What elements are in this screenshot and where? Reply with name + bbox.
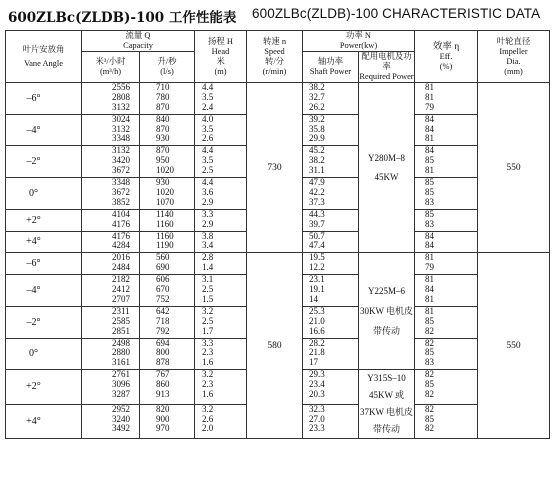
- vane-angle-value: +2°: [26, 214, 41, 226]
- head-value: 3.5: [202, 156, 214, 166]
- efficiency-cell: [415, 114, 478, 146]
- capacity-ls-value: 870: [156, 146, 170, 156]
- efficiency-value: 81: [425, 306, 434, 316]
- efficiency-value: 84: [425, 241, 434, 251]
- motor-label: Y280M–8: [367, 152, 405, 163]
- vane-angle-cell: [6, 146, 82, 178]
- head-cell: [195, 178, 247, 210]
- capacity-ls-value: 860: [156, 380, 170, 390]
- capacity-ls-value: 792: [156, 326, 170, 336]
- head-value: 1.6: [202, 389, 214, 399]
- efficiency-cell: [415, 370, 478, 405]
- shaft-power-value: 45.2: [309, 146, 325, 156]
- head-cell: [195, 275, 247, 307]
- head-value: 3.5: [202, 124, 214, 134]
- shaft-power-cell: [303, 146, 359, 178]
- head-cell: [195, 370, 247, 405]
- efficiency-value: 79: [425, 263, 434, 273]
- capacity-ls-value: 950: [156, 156, 170, 166]
- head-value: 2.6: [202, 134, 214, 144]
- capacity-m3h-value: 3287: [112, 389, 130, 399]
- capacity-m3h-cell: [82, 146, 140, 178]
- shaft-power-value: 21.8: [309, 348, 325, 358]
- efficiency-value: 85: [425, 380, 434, 390]
- motor-label: 37KW 电机皮: [359, 407, 414, 418]
- head-value: 3.2: [202, 306, 214, 316]
- required-power-header: 配用电机及功率 Required Power: [359, 52, 414, 81]
- capacity-ls-value: 1070: [156, 197, 174, 207]
- motor-label: Y315S–10: [367, 373, 406, 384]
- head-value: 3.3: [202, 209, 214, 219]
- head-cell: [195, 404, 247, 439]
- capacity-ls-value: 1020: [156, 187, 174, 197]
- capacity-m3h-header: 米³/小时 (m³/h): [82, 52, 140, 83]
- shaft-power-cell: [303, 306, 359, 338]
- efficiency-value: 82: [425, 424, 434, 434]
- shaft-power-cell: [303, 370, 359, 405]
- motor-label: Y225M–6: [367, 286, 405, 297]
- table-body: [6, 83, 550, 439]
- motor-label: 45KW 或: [368, 390, 405, 401]
- head-value: 3.4: [202, 241, 214, 251]
- efficiency-cell: [415, 146, 478, 178]
- vane-angle-cell: [6, 338, 82, 370]
- characteristic-table: [5, 30, 550, 439]
- capacity-m3h-value: 3161: [112, 358, 130, 368]
- capacity-m3h-value: 2585: [112, 316, 130, 326]
- shaft-power-cell: [303, 338, 359, 370]
- capacity-m3h-value: 3672: [112, 166, 130, 176]
- capacity-ls-value: 878: [156, 358, 170, 368]
- capacity-m3h-cell: [82, 114, 140, 146]
- capacity-ls-value: 780: [156, 92, 170, 102]
- head-value: 2.3: [202, 348, 214, 358]
- head-value: 1.7: [202, 326, 214, 336]
- capacity-m3h-cell: [82, 404, 140, 439]
- capacity-ls-header: 升/秒 (l/s): [140, 52, 195, 83]
- capacity-m3h-value: 2016: [112, 253, 130, 263]
- head-value: 2.8: [202, 253, 214, 263]
- capacity-m3h-value: 2182: [112, 275, 130, 285]
- vane-angle-cell: [6, 404, 82, 439]
- efficiency-value: 79: [425, 102, 434, 112]
- capacity-m3h-cell: [82, 178, 140, 210]
- efficiency-value: 83: [425, 197, 434, 207]
- vane-angle-value: 0°: [29, 348, 38, 360]
- head-value: 1.5: [202, 294, 214, 304]
- efficiency-value: 84: [425, 146, 434, 156]
- motor-label: 带传动: [372, 424, 400, 435]
- vane-angle-value: –4°: [26, 124, 41, 136]
- efficiency-value: 85: [425, 156, 434, 166]
- capacity-m3h-cell: [82, 370, 140, 405]
- capacity-ls-value: 690: [156, 263, 170, 273]
- head-value: 2.5: [202, 285, 214, 295]
- head-value: 1.4: [202, 263, 214, 273]
- efficiency-value: 81: [425, 83, 434, 92]
- capacity-ls-value: 670: [156, 285, 170, 295]
- vane-angle-value: –2°: [26, 156, 41, 168]
- efficiency-value: 85: [425, 414, 434, 424]
- shaft-power-value: 21.0: [309, 316, 325, 326]
- vane-angle-value: +2°: [26, 381, 41, 393]
- impeller-diameter-header: 叶轮直径 Impeller Dia. (mm): [478, 31, 550, 83]
- shaft-power-cell: [303, 209, 359, 231]
- capacity-ls-cell: [140, 83, 195, 115]
- capacity-m3h-value: 2851: [112, 326, 130, 336]
- shaft-power-cell: [303, 83, 359, 115]
- efficiency-value: 82: [425, 338, 434, 348]
- head-value: 3.2: [202, 370, 214, 380]
- head-value: 2.6: [202, 414, 214, 424]
- head-cell: [195, 83, 247, 115]
- impeller-diameter-cell: 550: [478, 83, 550, 253]
- shaft-power-value: 38.2: [309, 156, 325, 166]
- head-value: 4.0: [202, 114, 214, 124]
- vane-angle-cell: [6, 178, 82, 210]
- head-value: 2.5: [202, 316, 214, 326]
- head-value: 2.4: [202, 102, 214, 112]
- shaft-power-value: 39.2: [309, 114, 325, 124]
- shaft-power-cell: [303, 114, 359, 146]
- capacity-ls-value: 930: [156, 134, 170, 144]
- capacity-m3h-value: 3096: [112, 380, 130, 390]
- efficiency-cell: [415, 178, 478, 210]
- capacity-ls-value: 1160: [156, 219, 174, 229]
- capacity-ls-cell: [140, 275, 195, 307]
- head-value: 2.9: [202, 197, 214, 207]
- capacity-m3h-value: 3024: [112, 114, 130, 124]
- efficiency-value: 81: [425, 166, 434, 176]
- head-cell: [195, 338, 247, 370]
- capacity-ls-cell: [140, 231, 195, 253]
- vane-angle-value: –2°: [26, 316, 41, 328]
- shaft-power-value: 25.3: [309, 306, 325, 316]
- motor-label: 带传动: [372, 326, 400, 337]
- efficiency-value: 81: [425, 134, 434, 144]
- capacity-ls-value: 840: [156, 114, 170, 124]
- head-value: 2.5: [202, 166, 214, 176]
- title-bar: [0, 0, 554, 28]
- vane-angle-cell: [6, 83, 82, 115]
- head-value: 3.3: [202, 338, 214, 348]
- capacity-ls-value: 560: [156, 253, 170, 263]
- shaft-power-value: 37.3: [309, 197, 325, 207]
- efficiency-value: 84: [425, 231, 434, 241]
- efficiency-value: 85: [425, 316, 434, 326]
- capacity-ls-cell: [140, 178, 195, 210]
- capacity-ls-value: 1190: [156, 241, 174, 251]
- shaft-power-cell: [303, 231, 359, 253]
- capacity-m3h-cell: [82, 253, 140, 275]
- shaft-power-cell: [303, 253, 359, 275]
- capacity-m3h-cell: [82, 306, 140, 338]
- capacity-ls-value: 718: [156, 316, 170, 326]
- vane-angle-cell: [6, 231, 82, 253]
- efficiency-value: 81: [425, 92, 434, 102]
- capacity-m3h-value: 3852: [112, 197, 130, 207]
- efficiency-cell: [415, 275, 478, 307]
- table-row: [6, 83, 550, 115]
- shaft-power-value: 39.7: [309, 219, 325, 229]
- capacity-m3h-value: 2952: [112, 404, 130, 414]
- capacity-ls-value: 930: [156, 178, 170, 188]
- shaft-power-value: 47.9: [309, 178, 325, 188]
- head-value: 3.8: [202, 231, 214, 241]
- capacity-m3h-cell: [82, 231, 140, 253]
- shaft-power-value: 12.2: [309, 263, 325, 273]
- capacity-m3h-value: 2484: [112, 263, 130, 273]
- capacity-ls-value: 642: [156, 306, 170, 316]
- speed-header: 转速 n Speed 转/分 (r/min): [247, 31, 303, 83]
- shaft-power-cell: [303, 275, 359, 307]
- shaft-power-value: 29.9: [309, 134, 325, 144]
- capacity-m3h-cell: [82, 275, 140, 307]
- vane-angle-cell: [6, 253, 82, 275]
- capacity-ls-cell: [140, 404, 195, 439]
- efficiency-value: 85: [425, 209, 434, 219]
- vane-angle-header: 叶片安放角 Vane Angle: [6, 31, 82, 83]
- head-cell: [195, 306, 247, 338]
- capacity-ls-value: 870: [156, 124, 170, 134]
- shaft-power-value: 32.7: [309, 92, 325, 102]
- capacity-header: 流量 Q Capacity: [82, 31, 195, 52]
- shaft-power-value: 17: [309, 358, 318, 368]
- table-header: [6, 31, 550, 83]
- capacity-ls-cell: [140, 209, 195, 231]
- capacity-ls-value: 900: [156, 414, 170, 424]
- vane-angle-cell: [6, 275, 82, 307]
- efficiency-cell: [415, 306, 478, 338]
- capacity-m3h-value: 3132: [112, 102, 130, 112]
- capacity-m3h-cell: [82, 338, 140, 370]
- efficiency-value: 82: [425, 389, 434, 399]
- vane-angle-value: –4°: [26, 284, 41, 296]
- head-value: 2.9: [202, 219, 214, 229]
- vane-angle-value: –6°: [26, 92, 41, 104]
- head-value: 4.4: [202, 146, 214, 156]
- shaft-power-value: 32.3: [309, 404, 325, 414]
- capacity-ls-cell: [140, 146, 195, 178]
- shaft-power-value: 20.3: [309, 389, 325, 399]
- efficiency-cell: [415, 83, 478, 115]
- shaft-power-value: 16.6: [309, 326, 325, 336]
- efficiency-value: 81: [425, 294, 434, 304]
- efficiency-cell: [415, 404, 478, 439]
- shaft-power-value: 38.2: [309, 83, 325, 92]
- required-power-cell: [359, 253, 415, 370]
- capacity-ls-cell: [140, 253, 195, 275]
- capacity-ls-value: 820: [156, 404, 170, 414]
- table-row: [6, 253, 550, 275]
- shaft-power-value: 29.3: [309, 370, 325, 380]
- capacity-ls-cell: [140, 338, 195, 370]
- vane-angle-cell: [6, 209, 82, 231]
- efficiency-value: 85: [425, 178, 434, 188]
- required-power-cell: [359, 83, 415, 253]
- speed-cell: 730: [247, 83, 303, 253]
- head-value: 4.4: [202, 178, 214, 188]
- head-value: 3.2: [202, 404, 214, 414]
- efficiency-value: 81: [425, 253, 434, 263]
- shaft-power-cell: [303, 404, 359, 439]
- capacity-ls-value: 1140: [156, 209, 174, 219]
- shaft-power-value: 47.4: [309, 241, 325, 251]
- capacity-ls-value: 870: [156, 102, 170, 112]
- capacity-m3h-value: 3348: [112, 178, 130, 188]
- capacity-m3h-value: 2311: [112, 306, 130, 316]
- efficiency-value: 85: [425, 187, 434, 197]
- capacity-m3h-value: 4176: [112, 231, 130, 241]
- head-value: 3.5: [202, 92, 214, 102]
- capacity-ls-value: 913: [156, 389, 170, 399]
- motor-label: 45KW: [374, 171, 399, 182]
- capacity-ls-value: 694: [156, 338, 170, 348]
- capacity-m3h-value: 4176: [112, 219, 130, 229]
- shaft-power-value: 19.5: [309, 253, 325, 263]
- shaft-power-value: 44.3: [309, 209, 325, 219]
- capacity-m3h-value: 2880: [112, 348, 130, 358]
- title-chinese: 600ZLBc(ZLDB)-100 工作性能表: [8, 10, 237, 26]
- head-value: 2.0: [202, 424, 214, 434]
- capacity-m3h-value: 2808: [112, 92, 130, 102]
- vane-angle-value: +4°: [26, 236, 41, 248]
- efficiency-value: 81: [425, 275, 434, 285]
- shaft-power-header: 轴功率 Shaft Power: [303, 52, 359, 83]
- capacity-ls-cell: [140, 306, 195, 338]
- head-cell: [195, 146, 247, 178]
- head-header: 扬程 H Head 米 (m): [195, 31, 247, 83]
- efficiency-value: 84: [425, 114, 434, 124]
- efficiency-value: 82: [425, 326, 434, 336]
- capacity-ls-value: 710: [156, 83, 170, 92]
- vane-angle-cell: [6, 114, 82, 146]
- head-cell: [195, 253, 247, 275]
- shaft-power-value: 31.1: [309, 166, 325, 176]
- capacity-m3h-value: 2556: [112, 83, 130, 92]
- capacity-m3h-value: 3132: [112, 146, 130, 156]
- head-value: 3.6: [202, 187, 214, 197]
- vane-angle-value: 0°: [29, 187, 38, 199]
- vane-angle-value: +4°: [26, 415, 41, 427]
- efficiency-value: 84: [425, 285, 434, 295]
- capacity-m3h-value: 2707: [112, 294, 130, 304]
- vane-angle-value: –6°: [26, 258, 41, 270]
- head-cell: [195, 114, 247, 146]
- shaft-power-value: 23.1: [309, 275, 325, 285]
- efficiency-value: 84: [425, 124, 434, 134]
- capacity-ls-value: 800: [156, 348, 170, 358]
- capacity-m3h-value: 4284: [112, 241, 130, 251]
- head-cell: [195, 209, 247, 231]
- shaft-power-value: 14: [309, 294, 318, 304]
- shaft-power-value: 26.2: [309, 102, 325, 112]
- capacity-m3h-value: 3420: [112, 156, 130, 166]
- head-value: 3.1: [202, 275, 214, 285]
- shaft-power-value: 42.2: [309, 187, 325, 197]
- capacity-ls-cell: [140, 114, 195, 146]
- shaft-power-cell: [303, 178, 359, 210]
- capacity-m3h-cell: [82, 209, 140, 231]
- capacity-ls-value: 767: [156, 370, 170, 380]
- head-value: 1.6: [202, 358, 214, 368]
- capacity-ls-value: 970: [156, 424, 170, 434]
- efficiency-cell: [415, 231, 478, 253]
- vane-angle-cell: [6, 306, 82, 338]
- shaft-power-value: 23.3: [309, 424, 325, 434]
- efficiency-value: 83: [425, 219, 434, 229]
- shaft-power-value: 19.1: [309, 285, 325, 295]
- capacity-ls-value: 1020: [156, 166, 174, 176]
- capacity-m3h-cell: [82, 83, 140, 115]
- capacity-ls-value: 752: [156, 294, 170, 304]
- shaft-power-value: 35.8: [309, 124, 325, 134]
- capacity-m3h-value: 3240: [112, 414, 130, 424]
- efficiency-value: 83: [425, 358, 434, 368]
- efficiency-value: 82: [425, 404, 434, 414]
- impeller-diameter-cell: 550: [478, 253, 550, 439]
- efficiency-cell: [415, 253, 478, 275]
- shaft-power-value: 28.2: [309, 338, 325, 348]
- vane-angle-cell: [6, 370, 82, 405]
- capacity-ls-cell: [140, 370, 195, 405]
- capacity-m3h-value: 3492: [112, 424, 130, 434]
- capacity-ls-value: 1160: [156, 231, 174, 241]
- head-cell: [195, 231, 247, 253]
- efficiency-value: 85: [425, 348, 434, 358]
- required-power-cell: [359, 370, 415, 439]
- shaft-power-value: 50.7: [309, 231, 325, 241]
- capacity-m3h-value: 2761: [112, 370, 130, 380]
- speed-cell: 580: [247, 253, 303, 439]
- capacity-ls-value: 606: [156, 275, 170, 285]
- efficiency-cell: [415, 209, 478, 231]
- head-value: 2.3: [202, 380, 214, 390]
- shaft-power-value: 23.4: [309, 380, 325, 390]
- capacity-m3h-value: 2412: [112, 285, 130, 295]
- capacity-m3h-value: 3348: [112, 134, 130, 144]
- capacity-m3h-value: 3132: [112, 124, 130, 134]
- capacity-m3h-value: 4104: [112, 209, 130, 219]
- efficiency-header: 效率 η Eff. (%): [415, 31, 478, 83]
- title-english: 600ZLBc(ZLDB)-100 CHARACTERISTIC DATA: [252, 6, 541, 21]
- capacity-m3h-value: 3672: [112, 187, 130, 197]
- shaft-power-value: 27.0: [309, 414, 325, 424]
- motor-label: 30KW 电机皮: [359, 306, 414, 317]
- capacity-m3h-value: 2498: [112, 338, 130, 348]
- efficiency-cell: [415, 338, 478, 370]
- head-value: 4.4: [202, 83, 214, 92]
- power-header: 功率 N Power(kw): [303, 31, 415, 52]
- efficiency-value: 82: [425, 370, 434, 380]
